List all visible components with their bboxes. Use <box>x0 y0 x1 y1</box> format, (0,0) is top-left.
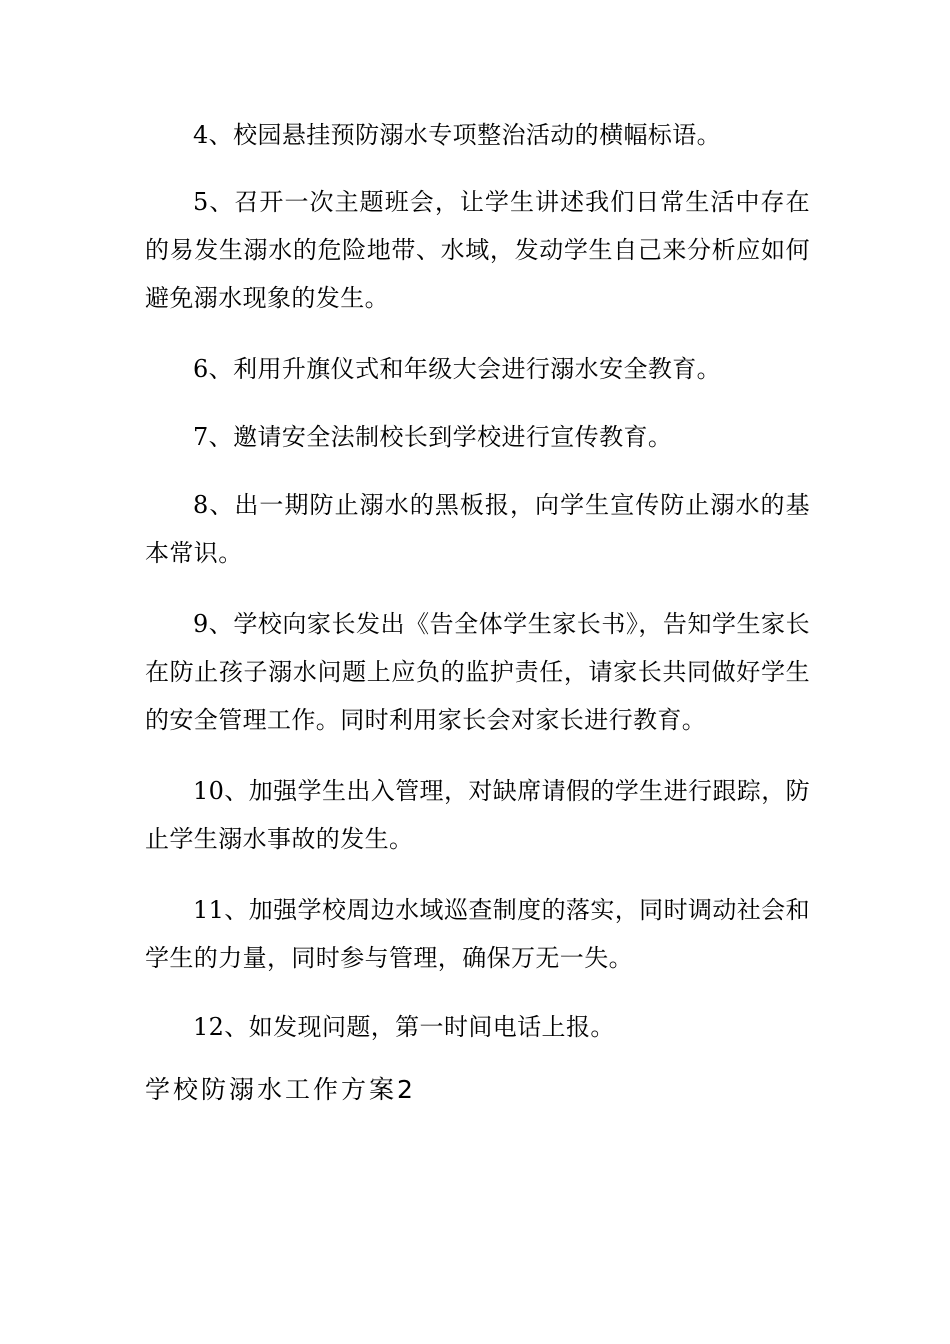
paragraph-item-12: 12、如发现问题，第一时间电话上报。 <box>193 1013 615 1041</box>
paragraph-item-8: 8、出一期防止溺水的黑板报，向学生宣传防止溺水的基本常识。 <box>145 491 810 567</box>
paragraph-item-5: 5、召开一次主题班会，让学生讲述我们日常生活中存在的易发生溺水的危险地带、水域，发动学生自己来分析应如何避免溺水现象的发生。 <box>145 188 810 312</box>
paragraph-item-7: 7、邀请安全法制校长到学校进行宣传教育。 <box>193 423 673 451</box>
section-heading: 学校防溺水工作方案2 <box>145 1075 416 1104</box>
paragraph-item-9: 9、学校向家长发出《告全体学生家长书》，告知学生家长在防止孩子溺水问题上应负的监护责任，请家长共同做好学生的安全管理工作。同时利用家长会对家长进行教育。 <box>145 610 810 734</box>
paragraph-item-10: 10、加强学生出入管理，对缺席请假的学生进行跟踪，防止学生溺水事故的发生。 <box>145 777 810 853</box>
paragraph-item-6: 6、利用升旗仪式和年级大会进行溺水安全教育。 <box>193 355 722 383</box>
paragraph-item-4: 4、校园悬挂预防溺水专项整治活动的横幅标语。 <box>193 121 722 149</box>
paragraph-item-11: 11、加强学校周边水域巡查制度的落实，同时调动社会和学生的力量，同时参与管理，确保万无一失。 <box>145 896 810 972</box>
